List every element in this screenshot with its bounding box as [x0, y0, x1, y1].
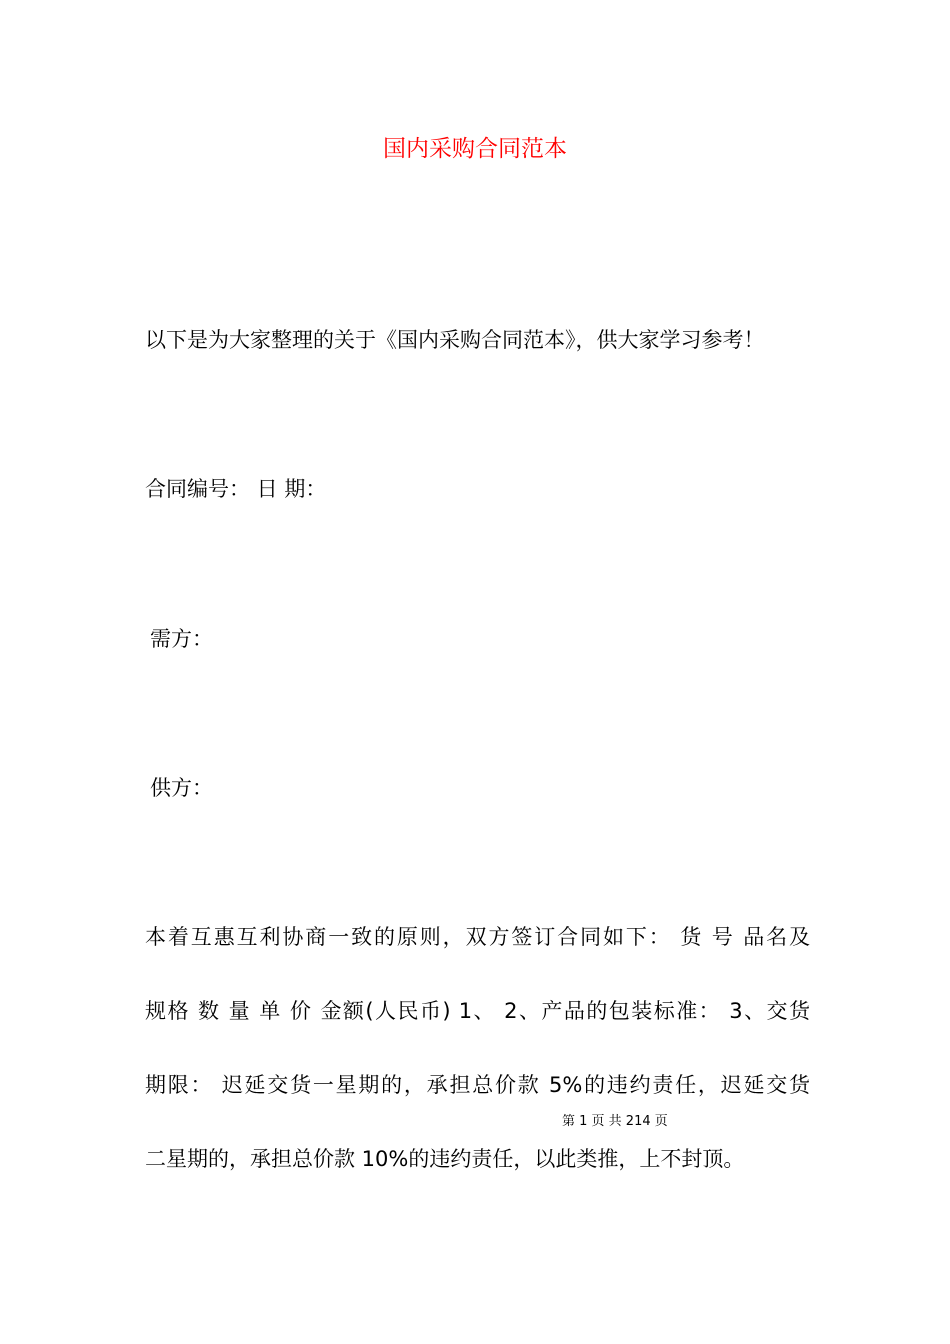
- body-line-4: 二星期的，承担总价款 10%的违约责任，以此类推，上不封顶。: [145, 1147, 745, 1171]
- body-line-2: 规格 数 量 单 价 金额(人民币) 1、 2、产品的包装标准： 3、交货: [145, 999, 810, 1023]
- body-line-1: 本着互惠互利协商一致的原则，双方签订合同如下： 货 号 品名及: [145, 925, 810, 949]
- document-title: 国内采购合同范本: [383, 136, 567, 162]
- intro-paragraph: 以下是为大家整理的关于《国内采购合同范本》，供大家学习参考！: [145, 328, 765, 352]
- page-footer: 第 1 页 共 214 页: [562, 1114, 668, 1129]
- contract-number-date-line: 合同编号： 日 期：: [145, 477, 327, 501]
- body-line-3: 期限： 迟延交货一星期的，承担总价款 5%的违约责任，迟延交货: [145, 1073, 810, 1097]
- buyer-label: 需方：: [150, 627, 213, 651]
- seller-label: 供方：: [150, 776, 213, 800]
